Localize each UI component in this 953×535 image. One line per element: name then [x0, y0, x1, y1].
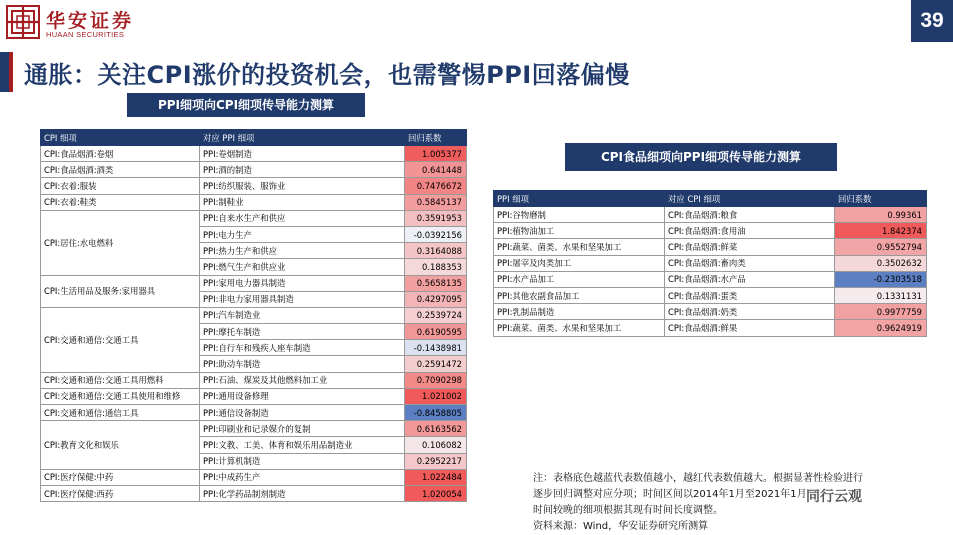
cpi-item-cell: CPI:衣着:鞋类: [41, 194, 200, 210]
cpi-item-cell: CPI:教育文化和娱乐: [41, 421, 200, 470]
ppi-item-cell: PPI:通用设备修理: [200, 388, 405, 404]
table-row: [494, 255, 927, 271]
footnote-line: 逐步回归调整对应分项；时间区间以2014年1月至2021年1月: [533, 489, 807, 500]
table-row: [494, 320, 927, 336]
coefficient-cell: -0.0392156: [405, 226, 467, 242]
cpi-item-cell: CPI:食品烟酒:鲜菜: [665, 239, 835, 255]
ppi-item-cell: PPI:谷物磨制: [494, 207, 665, 223]
table-row: [41, 307, 467, 323]
ppi-item-cell: PPI:水产品加工: [494, 271, 665, 287]
ppi-item-cell: PPI:乳制品制造: [494, 304, 665, 320]
ppi-item-cell: PPI:热力生产和供应: [200, 243, 405, 259]
table-header-row: [494, 191, 927, 207]
page-title: 通胀：关注CPI涨价的投资机会，也需警惕PPI回落偏慢: [24, 61, 630, 89]
coefficient-cell: 0.5845137: [405, 194, 467, 210]
ppi-item-cell: PPI:卷烟制造: [200, 146, 405, 162]
cpi-item-cell: CPI:食品烟酒:蛋类: [665, 287, 835, 303]
column-header-cpi-item: 对应 CPI 细项: [665, 191, 835, 207]
coefficient-cell: 1.842374: [835, 223, 927, 239]
table-row: [41, 146, 467, 162]
cpi-item-cell: CPI:食品烟酒:食用油: [665, 223, 835, 239]
cpi-item-cell: CPI:医疗保健:西药: [41, 485, 200, 501]
coefficient-cell: 0.3164088: [405, 243, 467, 259]
table-row: [494, 223, 927, 239]
watermark-text: 同行云观: [806, 489, 862, 505]
coefficient-cell: 0.641448: [405, 162, 467, 178]
coefficient-cell: 0.7090298: [405, 372, 467, 388]
cpi-item-cell: CPI:衣着:服装: [41, 178, 200, 194]
ppi-item-cell: PPI:其他农副食品加工: [494, 287, 665, 303]
cpi-item-cell: CPI:交通和通信:通信工具: [41, 405, 200, 421]
table-row: [41, 469, 467, 485]
ppi-item-cell: PPI:计算机制造: [200, 453, 405, 469]
coefficient-cell: 0.9977759: [835, 304, 927, 320]
ppi-item-cell: PPI:助动车制造: [200, 356, 405, 372]
column-header-cpi-item: CPI 细项: [41, 130, 200, 146]
table-row: [41, 485, 467, 501]
table-row: [41, 194, 467, 210]
table-row: [41, 372, 467, 388]
coefficient-cell: 0.9624919: [835, 320, 927, 336]
page-number: 39: [911, 0, 953, 42]
ppi-item-cell: PPI:燃气生产和供应业: [200, 259, 405, 275]
table-row: [41, 388, 467, 404]
column-header-ppi-item: 对应 PPI 细项: [200, 130, 405, 146]
table-row: [41, 162, 467, 178]
source-line: 资料来源：Wind，华安证券研究所测算: [533, 521, 709, 532]
table-row: [41, 421, 467, 437]
coefficient-cell: 0.9552794: [835, 239, 927, 255]
ppi-item-cell: PPI:中成药生产: [200, 469, 405, 485]
table-row: [41, 210, 467, 226]
right-table-title: CPI食品细项向PPI细项传导能力测算: [565, 143, 837, 171]
cpi-item-cell: CPI:交通和通信:交通工具用燃料: [41, 372, 200, 388]
coefficient-cell: 1.022484: [405, 469, 467, 485]
ppi-item-cell: PPI:电力生产: [200, 226, 405, 242]
table-row: [41, 275, 467, 291]
ppi-item-cell: PPI:制鞋业: [200, 194, 405, 210]
left-table-title: PPI细项向CPI细项传导能力测算: [127, 93, 365, 117]
coefficient-cell: 0.2591472: [405, 356, 467, 372]
table-row: [41, 405, 467, 421]
cpi-item-cell: CPI:食品烟酒:畜肉类: [665, 255, 835, 271]
coefficient-cell: 1.021002: [405, 388, 467, 404]
ppi-item-cell: PPI:植物油加工: [494, 223, 665, 239]
cpi-item-cell: CPI:交通和通信:交通工具使用和维修: [41, 388, 200, 404]
ppi-item-cell: PPI:蔬菜、菌类、水果和坚果加工: [494, 320, 665, 336]
title-accent-decoration: [9, 52, 13, 92]
ppi-item-cell: PPI:纺织服装、服饰业: [200, 178, 405, 194]
ppi-item-cell: PPI:化学药品制剂制造: [200, 485, 405, 501]
ppi-item-cell: PPI:屠宰及肉类加工: [494, 255, 665, 271]
logo-chinese-name: 华安证券: [46, 10, 135, 32]
table-row: [494, 271, 927, 287]
coefficient-cell: -0.1438981: [405, 340, 467, 356]
coefficient-cell: 1.005377: [405, 146, 467, 162]
coefficient-cell: 0.1331131: [835, 287, 927, 303]
table-row: [41, 178, 467, 194]
ppi-item-cell: PPI:自来水生产和供应: [200, 210, 405, 226]
ppi-item-cell: PPI:家用电力器具制造: [200, 275, 405, 291]
title-bar-decoration: [0, 52, 9, 92]
ppi-item-cell: PPI:蔬菜、菌类、水果和坚果加工: [494, 239, 665, 255]
ppi-item-cell: PPI:自行车和残疾人座车制造: [200, 340, 405, 356]
ppi-item-cell: PPI:通信设备制造: [200, 405, 405, 421]
logo-emblem-icon: [6, 5, 40, 39]
logo-english-name: HUAAN SECURITIES: [46, 30, 125, 39]
cpi-item-cell: CPI:食品烟酒:卷烟: [41, 146, 200, 162]
column-header-coefficient: 回归系数: [405, 130, 467, 146]
ppi-item-cell: PPI:非电力家用器具制造: [200, 291, 405, 307]
cpi-item-cell: CPI:食品烟酒:粮食: [665, 207, 835, 223]
coefficient-cell: 0.188353: [405, 259, 467, 275]
table-row: [494, 239, 927, 255]
column-header-coefficient: 回归系数: [835, 191, 927, 207]
coefficient-cell: 0.2952217: [405, 453, 467, 469]
coefficient-cell: 0.6163562: [405, 421, 467, 437]
cpi-item-cell: CPI:交通和通信:交通工具: [41, 307, 200, 372]
coefficient-cell: 0.7476672: [405, 178, 467, 194]
ppi-item-cell: PPI:文教、工美、体育和娱乐用品制造业: [200, 437, 405, 453]
coefficient-cell: 0.99361: [835, 207, 927, 223]
coefficient-cell: 0.106082: [405, 437, 467, 453]
coefficient-cell: 0.4297095: [405, 291, 467, 307]
coefficient-cell: -0.8458805: [405, 405, 467, 421]
company-logo: [6, 4, 156, 44]
cpi-to-ppi-table: [493, 190, 927, 337]
ppi-item-cell: PPI:石油、煤炭及其他燃料加工业: [200, 372, 405, 388]
ppi-item-cell: PPI:酒的制造: [200, 162, 405, 178]
coefficient-cell: 1.020054: [405, 485, 467, 501]
cpi-item-cell: CPI:食品烟酒:奶类: [665, 304, 835, 320]
footnote-line: 注：表格底色越蓝代表数值越小，越红代表数值越大。根据显著性检验进行: [533, 473, 863, 484]
cpi-item-cell: CPI:医疗保健:中药: [41, 469, 200, 485]
coefficient-cell: 0.5658135: [405, 275, 467, 291]
ppi-to-cpi-table: [40, 129, 467, 502]
cpi-item-cell: CPI:食品烟酒:酒类: [41, 162, 200, 178]
ppi-item-cell: PPI:摩托车制造: [200, 324, 405, 340]
coefficient-cell: 0.6190595: [405, 324, 467, 340]
cpi-item-cell: CPI:食品烟酒:鲜果: [665, 320, 835, 336]
ppi-item-cell: PPI:印刷业和记录媒介的复制: [200, 421, 405, 437]
cpi-item-cell: CPI:食品烟酒:水产品: [665, 271, 835, 287]
table-row: [494, 304, 927, 320]
cpi-item-cell: CPI:居住:水电燃料: [41, 210, 200, 275]
table-header-row: [41, 130, 467, 146]
coefficient-cell: 0.3591953: [405, 210, 467, 226]
table-row: [494, 207, 927, 223]
footnote-line: 时间较晚的细项根据其现有时间长度调整。: [533, 505, 723, 516]
cpi-item-cell: CPI:生活用品及服务:家用器具: [41, 275, 200, 307]
column-header-ppi-item: PPI 细项: [494, 191, 665, 207]
table-row: [494, 287, 927, 303]
coefficient-cell: 0.3502632: [835, 255, 927, 271]
coefficient-cell: 0.2539724: [405, 307, 467, 323]
coefficient-cell: -0.2303518: [835, 271, 927, 287]
ppi-item-cell: PPI:汽车制造业: [200, 307, 405, 323]
